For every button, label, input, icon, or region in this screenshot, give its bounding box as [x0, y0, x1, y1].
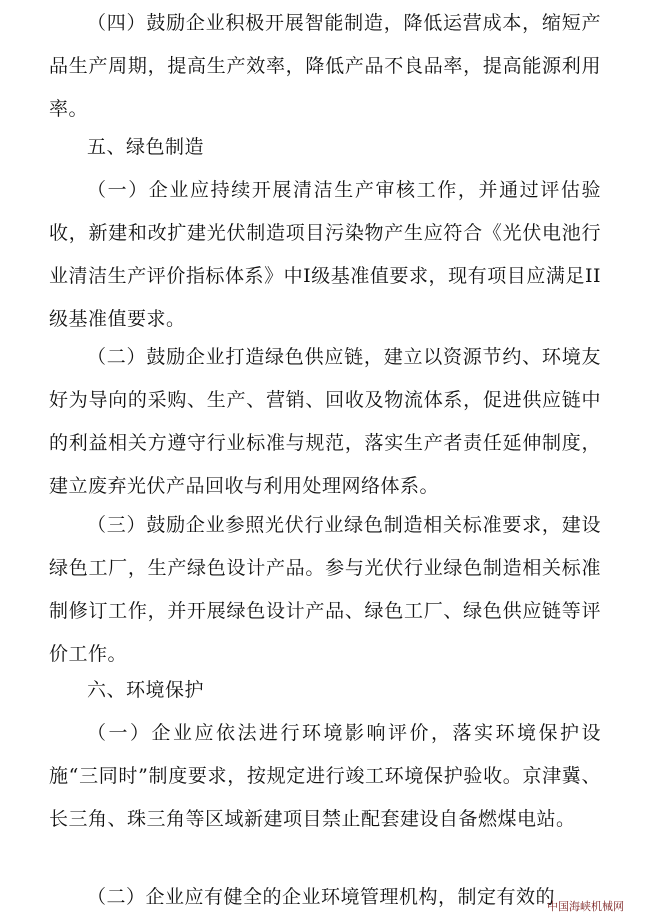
paragraph-green-3-green-factory: （三）鼓励企业参照光伏行业绿色制造相关标准要求，建设绿色工厂，生产绿色设计产品。参与光伏行业绿色制造相关标准制修订工作，并开展绿色设计产品、绿色工厂、绿色供应链等评价工作。 — [49, 514, 601, 665]
paragraph-4-smart-manufacturing: （四）鼓励企业积极开展智能制造，降低运营成本，缩短产品生产周期，提高生产效率，降低产品不良品率，提高能源利用率。 — [49, 12, 601, 120]
paragraph-green-1-cleaner-production: （一）企业应持续开展清洁生产审核工作，并通过评估验收，新建和改扩建光伏制造项目污染物产生应符合《光伏电池行业清洁生产评价指标体系》中I级基准值要求，现有项目应满足II级基准值要求。 — [49, 179, 601, 330]
section-heading-green-manufacturing: 五、绿色制造 — [87, 136, 205, 158]
paragraph-green-2-supply-chain: （二）鼓励企业打造绿色供应链，建立以资源节约、环境友好为导向的采购、生产、营销、回收及物流体系，促进供应链中的利益相关方遵守行业标准与规范，落实生产者责任延伸制度，建立废弃光伏产品回收与利用处理网络体系。 — [49, 346, 601, 497]
section-heading-environmental-protection: 六、环境保护 — [87, 679, 205, 701]
paragraph-env-1-impact-assessment: （一）企业应依法进行环境影响评价，落实环境保护设施“三同时”制度要求，按规定进行竣工环境保护验收。京津冀、长三角、珠三角等区域新建项目禁止配套建设自备燃煤电站。 — [49, 722, 601, 830]
watermark-label: 中国海峡机械网 — [547, 900, 624, 913]
paragraph-env-2-management: （二）企业应有健全的企业环境管理机构，制定有效的 — [87, 886, 556, 908]
